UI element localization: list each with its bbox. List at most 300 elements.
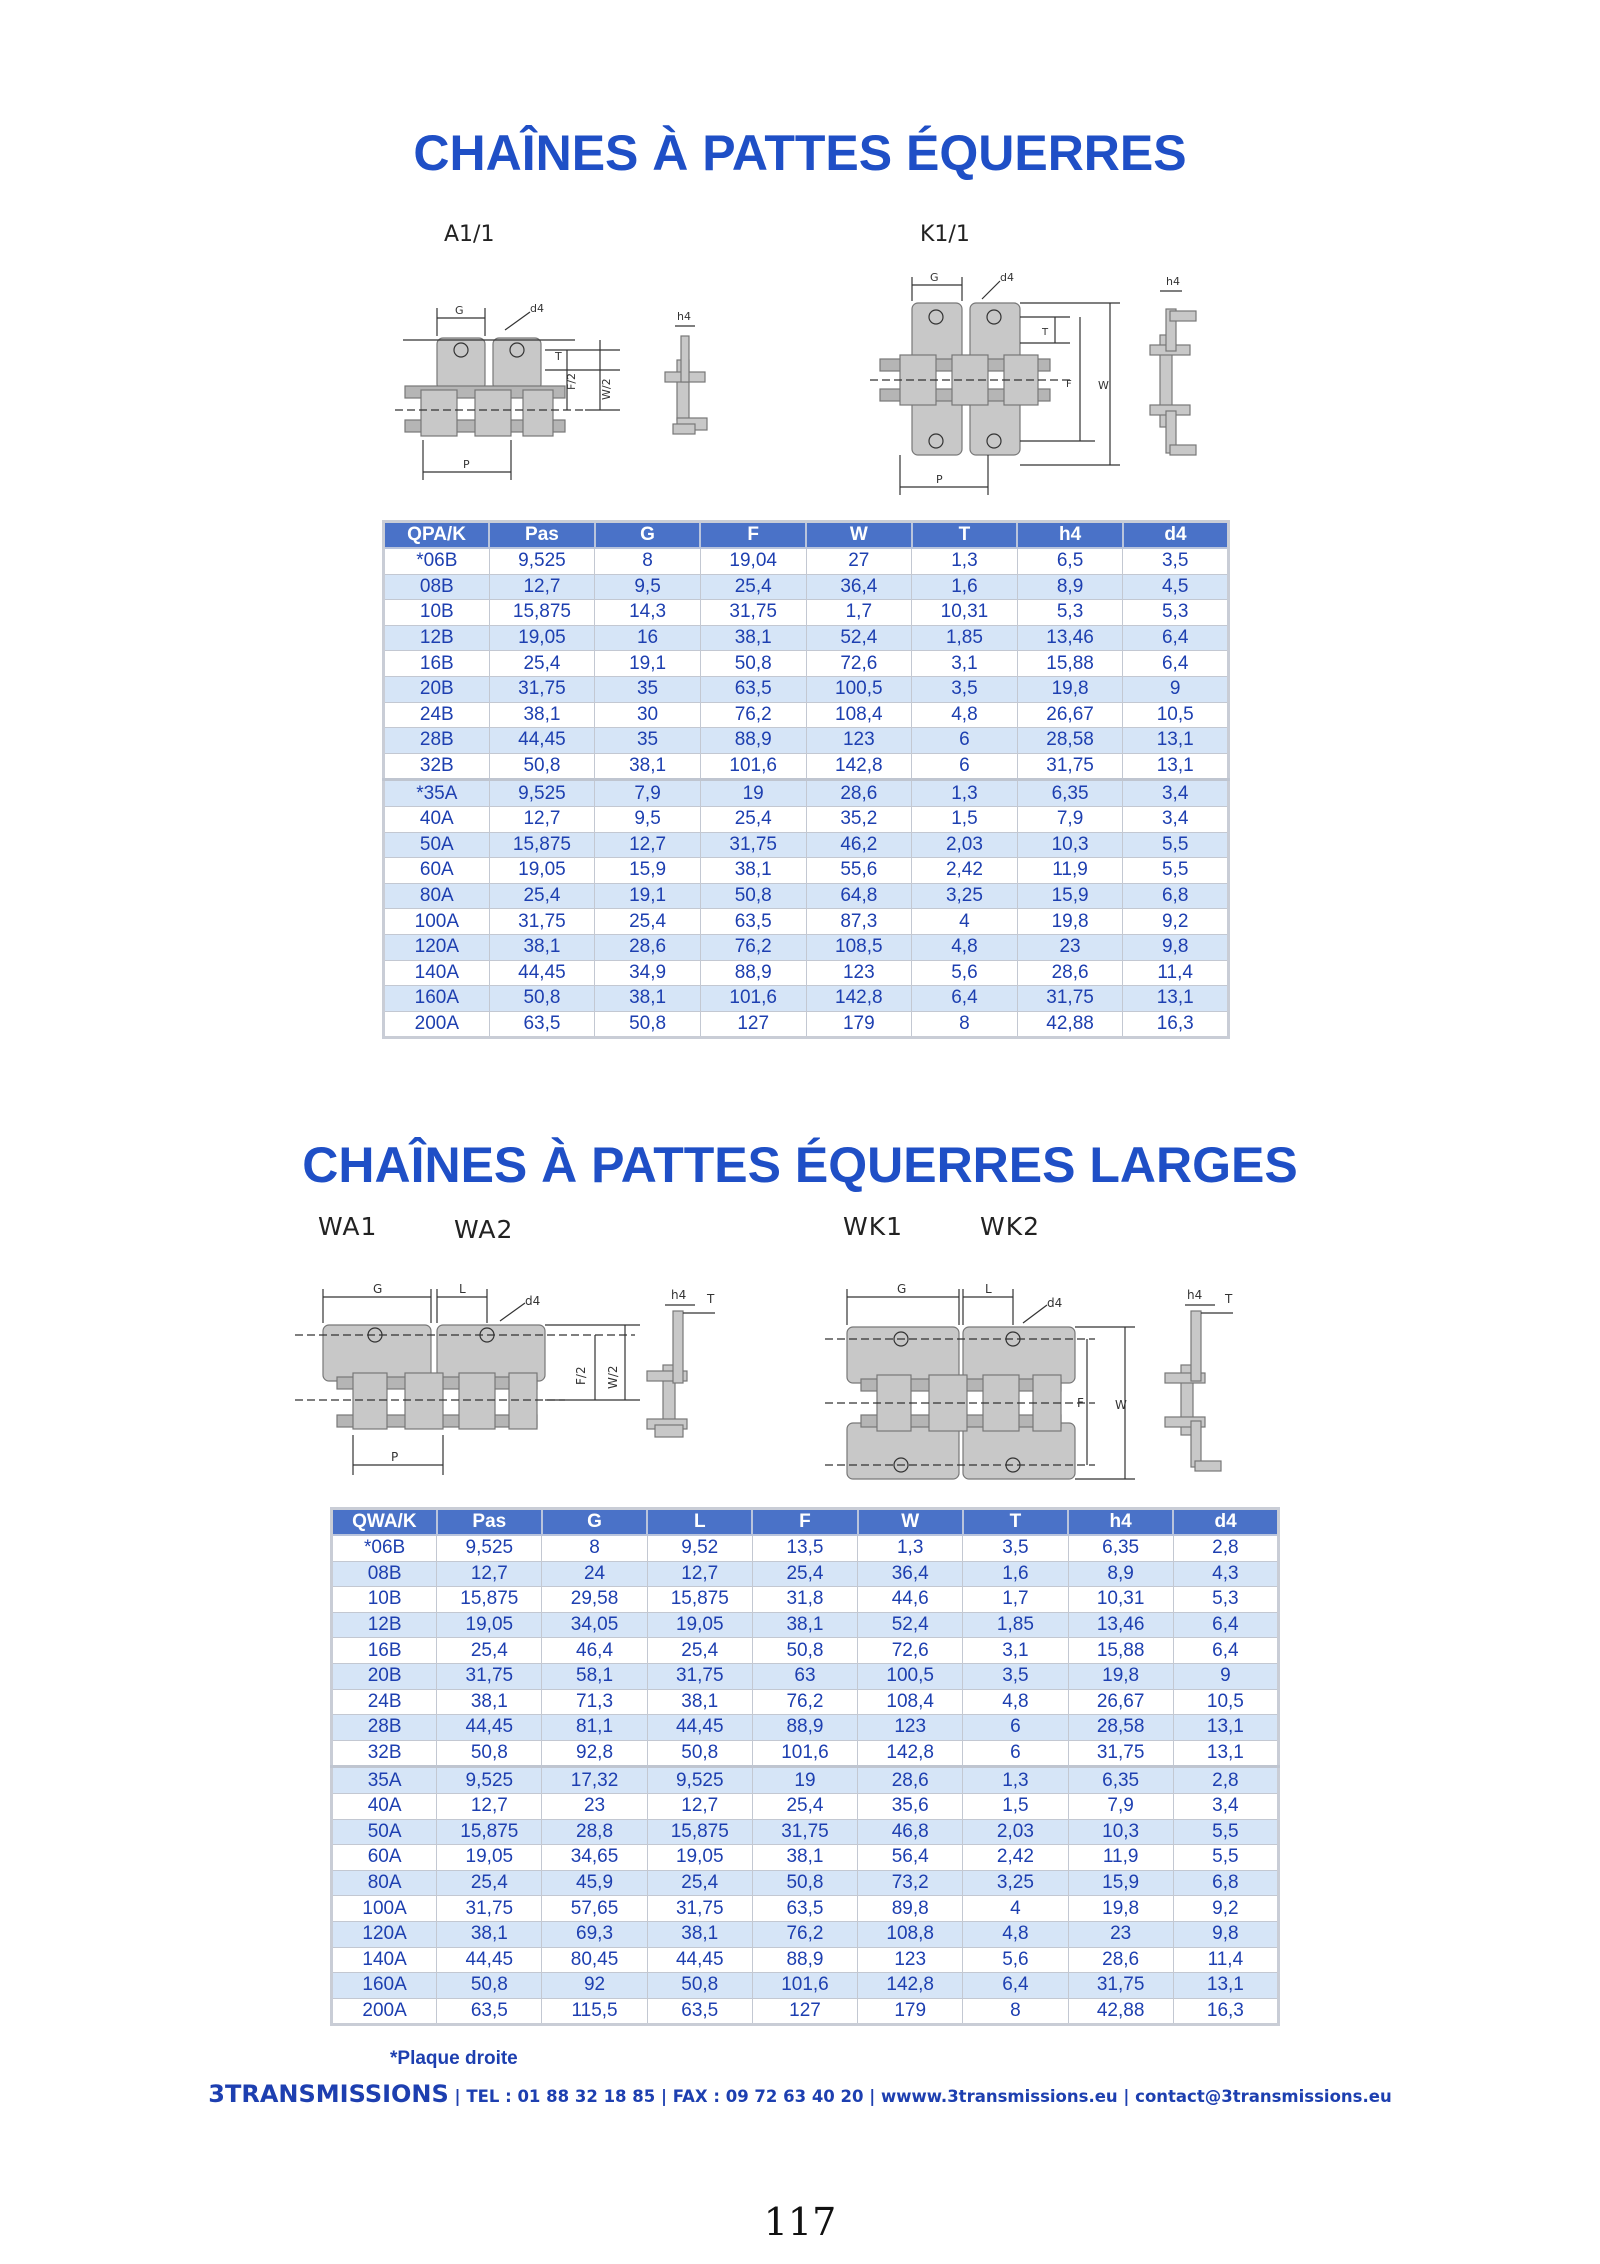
table-row [332, 1947, 1279, 1973]
table-header-row [384, 522, 1229, 549]
table-cell: 11,9 [1068, 1845, 1173, 1871]
table-cell: 17,32 [542, 1767, 647, 1794]
table-cell: 87,3 [806, 909, 912, 935]
table-cell: 120A [332, 1921, 437, 1947]
table-cell: 31,75 [647, 1896, 752, 1922]
diagram-label-wk2: WK2 [980, 1212, 1041, 1241]
table-cell: 27 [806, 548, 912, 574]
table-cell: 3,5 [912, 676, 1018, 702]
table-cell: 64,8 [806, 883, 912, 909]
table-cell: 50,8 [489, 753, 595, 780]
table-cell: 200A [332, 1998, 437, 2025]
table-cell: 38,1 [647, 1689, 752, 1715]
table-row [332, 1870, 1279, 1896]
diagram-wa [295, 1265, 765, 1480]
table-cell: 9 [1173, 1663, 1278, 1689]
table-cell: 5,5 [1173, 1845, 1278, 1871]
wa-dim-label-l: L [459, 1282, 466, 1296]
table-cell: 108,4 [858, 1689, 963, 1715]
table-cell: 20B [384, 676, 490, 702]
table-row [384, 1011, 1229, 1038]
table-cell: 25,4 [700, 806, 806, 832]
table-cell: 8 [912, 1011, 1018, 1038]
table-cell: 31,75 [1017, 986, 1123, 1012]
table-cell: 35 [595, 676, 701, 702]
table-cell: 12,7 [647, 1561, 752, 1587]
column-header: h4 [1017, 522, 1123, 549]
table-cell: 5,3 [1123, 600, 1229, 626]
table-cell: 63,5 [647, 1998, 752, 2025]
diagram-label-k11: K1/1 [920, 222, 970, 247]
table-cell: 19,05 [489, 625, 595, 651]
table-cell: 35,2 [806, 806, 912, 832]
table-cell: 50,8 [437, 1740, 542, 1767]
table-cell: 6 [963, 1715, 1068, 1741]
diagram-label-wa2: WA2 [454, 1215, 514, 1244]
table-cell: 80A [332, 1870, 437, 1896]
table-row [384, 676, 1229, 702]
table-cell: 142,8 [858, 1973, 963, 1999]
table-row [332, 1638, 1279, 1664]
table-cell: 31,75 [700, 600, 806, 626]
table-cell: 38,1 [489, 934, 595, 960]
table-row [384, 986, 1229, 1012]
table-row [332, 1767, 1279, 1794]
table-cell: 32B [332, 1740, 437, 1767]
table-cell: 23 [1017, 934, 1123, 960]
table-row [332, 1561, 1279, 1587]
table-cell: 19,8 [1017, 676, 1123, 702]
table-cell: 9,2 [1123, 909, 1229, 935]
wa-dim-label-t: T [707, 1292, 715, 1306]
table-cell: 123 [858, 1715, 963, 1741]
table-cell: 13,1 [1123, 753, 1229, 780]
table-cell: 35,6 [858, 1793, 963, 1819]
table-cell: 101,6 [700, 986, 806, 1012]
table-cell: 31,75 [437, 1896, 542, 1922]
table-cell: 44,45 [647, 1715, 752, 1741]
table-cell: 6,4 [1173, 1638, 1278, 1664]
table-cell: 8 [542, 1535, 647, 1561]
table-cell: 123 [806, 960, 912, 986]
table-cell: 12,7 [489, 574, 595, 600]
table-cell: 31,75 [489, 909, 595, 935]
table-row [384, 702, 1229, 728]
table-cell: 3,5 [963, 1535, 1068, 1561]
table-cell: 115,5 [542, 1998, 647, 2025]
dim-label-g: G [455, 304, 464, 317]
table-cell: 12,7 [437, 1793, 542, 1819]
table-cell: 4,3 [1173, 1561, 1278, 1587]
table-cell: 25,4 [647, 1638, 752, 1664]
table-cell: 3,5 [1123, 548, 1229, 574]
table-cell: 28,6 [595, 934, 701, 960]
table-cell: 31,75 [700, 832, 806, 858]
table-cell: 160A [384, 986, 490, 1012]
table-cell: 38,1 [437, 1921, 542, 1947]
table-cell: 12,7 [647, 1793, 752, 1819]
wk-dim-label-g: G [897, 1282, 907, 1296]
wk-dim-label-d4: d4 [1047, 1296, 1063, 1310]
table-cell: 100,5 [806, 676, 912, 702]
table-cell: 127 [752, 1998, 857, 2025]
table-cell: 10,31 [1068, 1587, 1173, 1613]
table-row [332, 1921, 1279, 1947]
table-cell: 08B [332, 1561, 437, 1587]
table-cell: 15,88 [1017, 651, 1123, 677]
table-cell: 4 [912, 909, 1018, 935]
table-cell: 19 [752, 1767, 857, 1794]
table-row [332, 1793, 1279, 1819]
table-cell: 13,5 [752, 1535, 857, 1561]
table-cell: 28,8 [542, 1819, 647, 1845]
table-cell: 15,9 [1017, 883, 1123, 909]
table-cell: 28,58 [1017, 728, 1123, 754]
table-cell: 50,8 [700, 883, 806, 909]
diagram-label-wk1: WK1 [843, 1212, 904, 1241]
table-cell: 19,05 [489, 858, 595, 884]
column-header: T [912, 522, 1018, 549]
table-cell: 5,3 [1017, 600, 1123, 626]
table-cell: 25,4 [489, 883, 595, 909]
wa-dim-label-g: G [373, 1282, 383, 1296]
table-cell: 44,45 [489, 728, 595, 754]
table-cell: 31,75 [1068, 1973, 1173, 1999]
table-header-row [332, 1509, 1279, 1536]
table-cell: 19 [700, 780, 806, 807]
table-cell: 72,6 [858, 1638, 963, 1664]
table-cell: 34,05 [542, 1612, 647, 1638]
table-cell: 92 [542, 1973, 647, 1999]
table-cell: 57,65 [542, 1896, 647, 1922]
table-cell: 92,8 [542, 1740, 647, 1767]
table-cell: 4,8 [912, 934, 1018, 960]
table-cell: 100A [332, 1896, 437, 1922]
table-cell: 2,8 [1173, 1535, 1278, 1561]
table-cell: 15,9 [1068, 1870, 1173, 1896]
table-row [332, 1689, 1279, 1715]
wk-dim-label-l: L [985, 1282, 992, 1296]
table-cell: 108,4 [806, 702, 912, 728]
table-cell: 3,25 [912, 883, 1018, 909]
table-cell: 3,4 [1123, 806, 1229, 832]
k-dim-label-d4: d4 [1000, 271, 1014, 284]
table-cell: 36,4 [806, 574, 912, 600]
table-cell: 4,8 [963, 1689, 1068, 1715]
table-cell: 44,45 [489, 960, 595, 986]
table-cell: 38,1 [647, 1921, 752, 1947]
table-cell: 3,1 [963, 1638, 1068, 1664]
table-cell: 8,9 [1017, 574, 1123, 600]
table-cell: 08B [384, 574, 490, 600]
table-cell: 6 [912, 753, 1018, 780]
dim-label-h4: h4 [677, 310, 691, 323]
footer-contact: | TEL : 01 88 32 18 85 | FAX : 09 72 63 40 20 | wwww.3transmissions.eu | contact@3transmissions.eu [448, 2087, 1392, 2106]
table-cell: 26,67 [1017, 702, 1123, 728]
table-cell: 46,2 [806, 832, 912, 858]
table-cell: 20B [332, 1663, 437, 1689]
table-cell: 6 [912, 728, 1018, 754]
table-row [332, 1587, 1279, 1613]
table-cell: 44,45 [647, 1947, 752, 1973]
table-cell: 4 [963, 1896, 1068, 1922]
table-cell: 58,1 [542, 1663, 647, 1689]
table-cell: 16,3 [1123, 1011, 1229, 1038]
table-row [384, 574, 1229, 600]
table-cell: 50A [332, 1819, 437, 1845]
table-cell: 19,05 [437, 1845, 542, 1871]
table-cell: 9,525 [489, 548, 595, 574]
k-dim-label-f: F [1066, 379, 1072, 390]
table-cell: 2,8 [1173, 1767, 1278, 1794]
wk-dim-label-f: F [1077, 1396, 1084, 1410]
table-cell: 1,5 [963, 1793, 1068, 1819]
wa-dim-label-p: P [391, 1450, 399, 1464]
table-cell: 100,5 [858, 1663, 963, 1689]
table-row [332, 1740, 1279, 1767]
table-cell: 5,6 [963, 1947, 1068, 1973]
dim-label-t: T [555, 350, 562, 363]
table-cell: 32B [384, 753, 490, 780]
table-cell: 100A [384, 909, 490, 935]
table-cell: 15,88 [1068, 1638, 1173, 1664]
table-cell: 50,8 [437, 1973, 542, 1999]
table-cell: 42,88 [1017, 1011, 1123, 1038]
column-header: QPA/K [384, 522, 490, 549]
table-cell: 1,7 [806, 600, 912, 626]
table-cell: 9,8 [1123, 934, 1229, 960]
table-cell: 38,1 [437, 1689, 542, 1715]
table-cell: 35A [332, 1767, 437, 1794]
table-cell: 9,52 [647, 1535, 752, 1561]
table-cell: 44,45 [437, 1715, 542, 1741]
column-header: d4 [1123, 522, 1229, 549]
table-cell: 80A [384, 883, 490, 909]
table-cell: 25,4 [700, 574, 806, 600]
table-cell: 6,4 [912, 986, 1018, 1012]
footer [0, 2080, 1600, 2108]
table-cell: 1,3 [912, 548, 1018, 574]
table-cell: 1,7 [963, 1587, 1068, 1613]
table-cell: 28B [332, 1715, 437, 1741]
table-cell: 6,4 [1173, 1612, 1278, 1638]
table-row [384, 728, 1229, 754]
table-cell: *06B [384, 548, 490, 574]
table-cell: 12,7 [489, 806, 595, 832]
table-cell: 40A [384, 806, 490, 832]
table-cell: 142,8 [806, 753, 912, 780]
table-cell: 46,8 [858, 1819, 963, 1845]
table-cell: 31,75 [437, 1663, 542, 1689]
table-cell: *06B [332, 1535, 437, 1561]
table-cell: 179 [858, 1998, 963, 2025]
table-cell: 8,9 [1068, 1561, 1173, 1587]
column-header: Pas [437, 1509, 542, 1536]
table-cell: 60A [384, 858, 490, 884]
table-cell: 34,65 [542, 1845, 647, 1871]
table-cell: 28,58 [1068, 1715, 1173, 1741]
column-header: d4 [1173, 1509, 1278, 1536]
table-cell: 15,875 [489, 600, 595, 626]
table-cell: 12B [332, 1612, 437, 1638]
table-cell: 1,85 [963, 1612, 1068, 1638]
table-cell: 13,46 [1068, 1612, 1173, 1638]
wk-dim-label-t: T [1225, 1292, 1233, 1306]
table-cell: 5,5 [1173, 1819, 1278, 1845]
column-header: G [542, 1509, 647, 1536]
table-cell: 28B [384, 728, 490, 754]
table-cell: 13,1 [1173, 1973, 1278, 1999]
table-cell: 19,05 [437, 1612, 542, 1638]
table-row [332, 1663, 1279, 1689]
table-cell: 2,03 [912, 832, 1018, 858]
table-cell: 50,8 [489, 986, 595, 1012]
table-cell: 14,3 [595, 600, 701, 626]
table-cell: 12B [384, 625, 490, 651]
column-header: QWA/K [332, 1509, 437, 1536]
table-cell: 31,75 [752, 1819, 857, 1845]
table-cell: 2,03 [963, 1819, 1068, 1845]
table-cell: 10,31 [912, 600, 1018, 626]
table-cell: 50,8 [647, 1740, 752, 1767]
table-row [332, 1535, 1279, 1561]
table-cell: 140A [384, 960, 490, 986]
table-cell: 25,4 [752, 1561, 857, 1587]
table-cell: 28,6 [806, 780, 912, 807]
table-cell: 9,5 [595, 574, 701, 600]
wa-dim-label-w2: W/2 [606, 1365, 620, 1389]
footnote: *Plaque droite [390, 2048, 518, 2069]
table-cell: 31,8 [752, 1587, 857, 1613]
table-cell: 81,1 [542, 1715, 647, 1741]
table-cell: 34,9 [595, 960, 701, 986]
table-cell: 10,5 [1173, 1689, 1278, 1715]
table-cell: 28,6 [858, 1767, 963, 1794]
table-cell: 71,3 [542, 1689, 647, 1715]
table-cell: 13,1 [1123, 986, 1229, 1012]
table-cell: 120A [384, 934, 490, 960]
table-cell: 11,9 [1017, 858, 1123, 884]
table-cell: 50,8 [595, 1011, 701, 1038]
table-cell: 3,1 [912, 651, 1018, 677]
table-cell: 88,9 [752, 1715, 857, 1741]
table-cell: 25,4 [752, 1793, 857, 1819]
diagram-a11 [395, 290, 755, 490]
column-header: W [806, 522, 912, 549]
table-cell: 76,2 [700, 934, 806, 960]
table-cell: 3,25 [963, 1870, 1068, 1896]
table-cell: 7,9 [1017, 806, 1123, 832]
table-cell: 24B [332, 1689, 437, 1715]
wk-dim-label-w: W [1115, 1398, 1127, 1412]
table-cell: 108,8 [858, 1921, 963, 1947]
table-cell: 127 [700, 1011, 806, 1038]
table-cell: 3,5 [963, 1663, 1068, 1689]
table-cell: 10,3 [1068, 1819, 1173, 1845]
table-cell: 9,525 [437, 1535, 542, 1561]
table-cell: 108,5 [806, 934, 912, 960]
wk-dim-label-h4: h4 [1187, 1288, 1203, 1302]
table-cell: 11,4 [1173, 1947, 1278, 1973]
table-row [384, 858, 1229, 884]
table-cell: *35A [384, 780, 490, 807]
table-cell: 10B [332, 1587, 437, 1613]
table-cell: 38,1 [700, 625, 806, 651]
table-row [384, 548, 1229, 574]
table-cell: 88,9 [700, 960, 806, 986]
table-cell: 9,525 [647, 1767, 752, 1794]
table-cell: 89,8 [858, 1896, 963, 1922]
table-cell: 50,8 [647, 1973, 752, 1999]
table-cell: 15,9 [595, 858, 701, 884]
table-cell: 38,1 [752, 1845, 857, 1871]
table-cell: 140A [332, 1947, 437, 1973]
table-cell: 6 [963, 1740, 1068, 1767]
dim-label-w2: W/2 [600, 378, 613, 400]
table-cell: 4,8 [963, 1921, 1068, 1947]
table-cell: 16,3 [1173, 1998, 1278, 2025]
table-cell: 76,2 [700, 702, 806, 728]
section2-title: CHAÎNES À PATTES ÉQUERRES LARGES [302, 1137, 1298, 1193]
table-cell: 1,3 [858, 1535, 963, 1561]
table-cell: 4,8 [912, 702, 1018, 728]
table-cell: 50,8 [752, 1638, 857, 1664]
table-cell: 11,4 [1123, 960, 1229, 986]
table-cell: 23 [1068, 1921, 1173, 1947]
column-header: G [595, 522, 701, 549]
table-row [332, 1612, 1279, 1638]
table-cell: 63,5 [489, 1011, 595, 1038]
table-cell: 28,6 [1068, 1947, 1173, 1973]
table-cell: 12,7 [437, 1561, 542, 1587]
table-cell: 73,2 [858, 1870, 963, 1896]
table-cell: 19,1 [595, 883, 701, 909]
table-cell: 6,8 [1123, 883, 1229, 909]
table-cell: 42,88 [1068, 1998, 1173, 2025]
table-cell: 16 [595, 625, 701, 651]
table-cell: 50,8 [752, 1870, 857, 1896]
table-cell: 179 [806, 1011, 912, 1038]
table-row [384, 883, 1229, 909]
table-cell: 52,4 [806, 625, 912, 651]
table-cell: 38,1 [595, 753, 701, 780]
table-cell: 8 [595, 548, 701, 574]
table-cell: 76,2 [752, 1921, 857, 1947]
table-cell: 16B [332, 1638, 437, 1664]
table-cell: 15,875 [647, 1587, 752, 1613]
table-cell: 38,1 [752, 1612, 857, 1638]
table-cell: 76,2 [752, 1689, 857, 1715]
table-row [384, 753, 1229, 780]
table-cell: 60A [332, 1845, 437, 1871]
table-cell: 45,9 [542, 1870, 647, 1896]
column-header: W [858, 1509, 963, 1536]
table-cell: 160A [332, 1973, 437, 1999]
table-cell: 19,8 [1068, 1896, 1173, 1922]
table-cell: 35 [595, 728, 701, 754]
dim-label-f2: F/2 [565, 372, 578, 390]
table-cell: 4,5 [1123, 574, 1229, 600]
table-row [384, 651, 1229, 677]
table-row [332, 1715, 1279, 1741]
table-cell: 13,46 [1017, 625, 1123, 651]
table-cell: 40A [332, 1793, 437, 1819]
table-cell: 19,1 [595, 651, 701, 677]
table-cell: 2,42 [963, 1845, 1068, 1871]
table-cell: 6,4 [963, 1973, 1068, 1999]
table-cell: 25,4 [489, 651, 595, 677]
table-cell: 26,67 [1068, 1689, 1173, 1715]
